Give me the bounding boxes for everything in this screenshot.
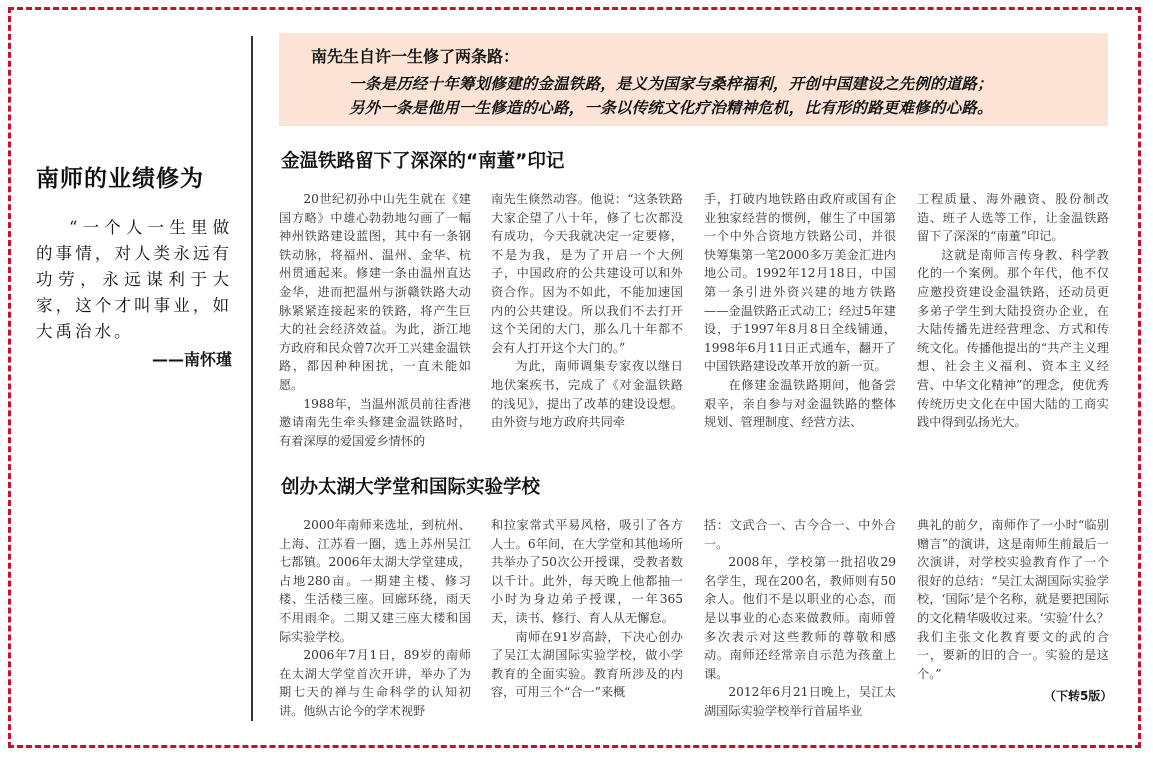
paragraph: 这就是南师言传身教、科学教化的一个案例。那个年代，他不仅应邀投资建设金温铁路，还动员更多弟子学生到大陆投资办企业，在大陆传播先进经营理念、方式和传统文化。传播他提出的“共产主义理想、社会主义福利、资本主义经营、中华文化精神”的理念，使优秀传统历史文化在中国大陆的工商实践中得到弘扬光大。 (917, 247, 1109, 430)
paragraph: 和拉家常式平易风格，吸引了各方人士。6年间，在大学堂和其他场所共举办了50次公开授课，受教者数以千计。此外，每天晚上他都抽一小时为身边弟子授课，一年365天，读书、修行、育人从无懈怠。 (491, 518, 683, 625)
section2-heading: 创办太湖大学堂和国际实验学校 (281, 477, 541, 498)
paragraph: 典礼的前夕，南师作了一小时“临别赠言”的演讲，这是南师生前最后一次演讲，对学校实验教育作了一个很好的总结：“吴江太湖国际实验学校，‘国际’是个名称，就是要把国际的文化精华吸收过来。‘实验’什么？我们主张文化教育要文的武的合一，要新的旧的合一。实验的是这个。” (917, 518, 1109, 681)
section1-column-4 (917, 190, 1109, 462)
sidebar-author: ——南怀瑾 (151, 350, 232, 369)
paragraph: 20世纪初孙中山先生就在《建国方略》中雄心勃勃地勾画了一幅神州铁路建设蓝图，其中有一条钢铁动脉，将福州、温州、金华、杭州贯通起来。修建一条由温州直达金华，进而把温州与浙赣铁路大动脉紧紧连接起来的铁路，将产生巨大的社会经济效益。为此，浙江地方政府和民众曾7次开工兴建金温铁路，都因种种困扰，一直未能如愿。 (279, 192, 471, 392)
paragraph: 2008年，学校第一批招收29名学生，现在200名，教师则有50余人。他们不是以职业的心态，而是以事业的心态来做教师。南师曾多次表示对这些教师的尊敬和感动。南师还经常亲自示范为孩童上课。 (704, 555, 896, 681)
paragraph: 2012年6月21日晚上，吴江太湖国际实验学校举行首届毕业 (704, 685, 896, 718)
section2-column-3 (704, 516, 896, 723)
banner-line-2: 另外一条是他用一生修造的心路，一条以传统文化疗治精神危机，比有形的路更难修的心路。 (349, 98, 993, 117)
paragraph: 括：文武合一、古今合一、中外合一。 (704, 518, 896, 551)
paragraph: 为此，南师调集专家夜以继日地伏案疾书，完成了《对金温铁路的浅见》，提出了改革的建设设想。由外资与地方政府共同牵 (491, 359, 683, 430)
section2-column-1 (279, 516, 471, 723)
intro-banner (279, 33, 1108, 126)
section1-column-1 (279, 190, 471, 462)
sidebar-quote: “一个人一生里做的事情，对人类永远有功劳，永远谋利于大家，这个才叫事业，如大禹治水。 (36, 218, 232, 341)
paragraph: 手，打破内地铁路由政府或国有企业独家经营的惯例，催生了中国第一个中外合资地方铁路公司，并很快筹集第一笔2000多万美金汇进内地公司。1992年12月18日，中国第一条引进外资兴建的地方铁路——金温铁路正式动工；经过5年建设，于1997年8月8日全线铺通，1998年6月11日正式通车，翻开了中国铁路建设改革开放的新一页。 (704, 192, 896, 374)
vertical-divider (251, 36, 253, 721)
banner-title: 南先生自许一生修了两条路： (311, 47, 520, 66)
paragraph: 2006年7月1日，89岁的南师在太湖大学堂首次开讲，举办了为期七天的禅与生命科学的认知初讲。他纵古论今的学术视野 (279, 648, 471, 718)
section1-column-2 (491, 190, 683, 462)
banner-line-1: 一条是历经十年筹划修建的金温铁路，是义为国家与桑梓福利，开创中国建设之先例的道路； (349, 74, 993, 93)
section2-column-4 (917, 516, 1109, 686)
sidebar-title: 南师的业绩修为 (36, 166, 204, 192)
paragraph: 南先生倏然动容。他说：“这条铁路大家企望了八十年，修了七次都没有成功，今天我就决定一定要修，不是为我，是为了开启一个大例子，中国政府的公共建设可以和外资合作。因为不如此，不能加速国内的公共建设。所以我们不去打开这个关闭的大门，那么几十年都不会有人打开这个大门的。” (491, 192, 683, 355)
section1-column-3 (704, 190, 896, 462)
paragraph: 1988年，当温州派员前往香港邀请南先生牵头修建金温铁路时，有着深厚的爱国爱乡情怀的 (279, 396, 471, 448)
sidebar (36, 160, 232, 370)
paragraph: 2000年南师来选址，到杭州、上海、江苏看一圈，选上苏州吴江七都镇。2006年太湖大学堂建成，占地280亩。一期建主楼、修习楼、生活楼三座。回廊环绕，雨天不用雨伞。二期又建三座大楼和国际实验学校。 (279, 518, 471, 644)
section2-column-2 (491, 516, 683, 723)
section1-heading: 金温铁路留下了深深的“南董”印记 (281, 151, 565, 172)
paragraph: 在修建金温铁路期间，他备尝艰辛，亲自参与对金温铁路的整体规划、管理制度、经营方法、 (704, 377, 896, 430)
continued-note: （下转5版） (1044, 689, 1113, 703)
paragraph: 南师在91岁高龄，下决心创办了吴江太湖国际实验学校，做小学教育的全面实验。教育所涉及的内容，可用三个“合一”来概 (491, 629, 683, 700)
paragraph: 工程质量、海外融资、股份制改造、班子人选等工作，让金温铁路留下了深深的“南董”印记。 (917, 192, 1109, 244)
